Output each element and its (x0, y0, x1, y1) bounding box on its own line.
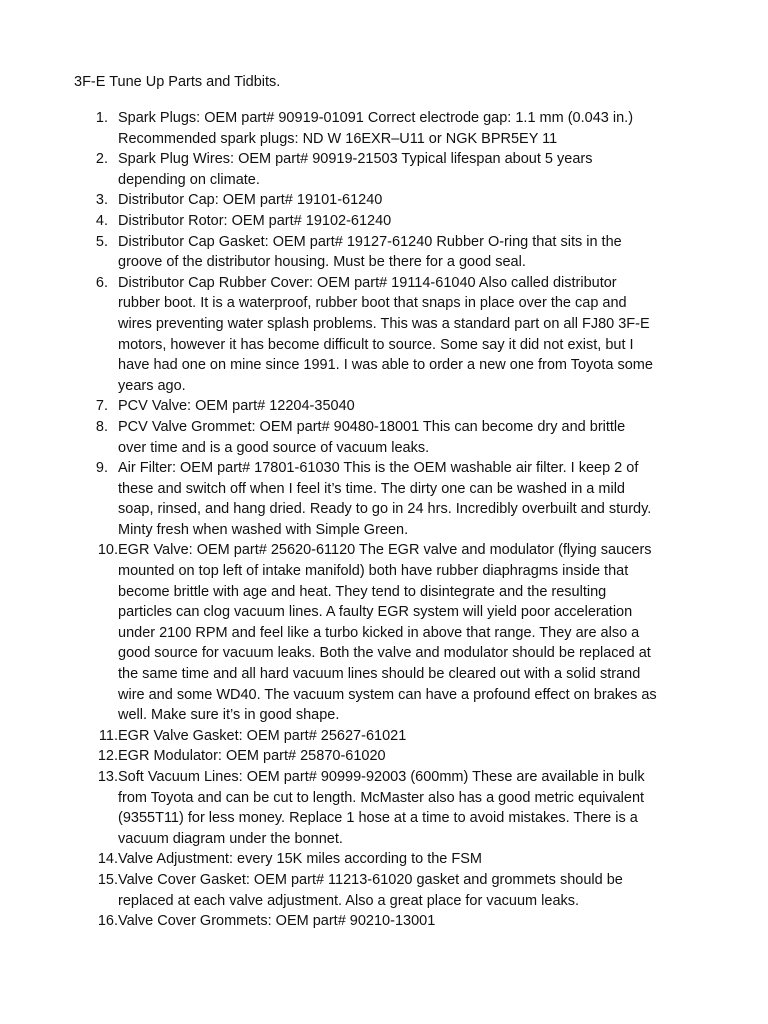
list-item-line: EGR Valve: OEM part# 25620-61120 The EGR valve and modulator (flying saucers (118, 542, 652, 559)
list-item-line: depending on climate. (118, 171, 260, 188)
list-item (74, 849, 694, 870)
list-item-line: (9355T11) for less money. Replace 1 hose at a time to avoid mistakes. There is a (118, 810, 638, 827)
list-item-number: 6. (95, 274, 108, 291)
list-item-line: over time and is a good source of vacuum leaks. (118, 439, 430, 456)
list-item (74, 108, 694, 149)
list-item-number: 13. (97, 769, 118, 785)
list-item-number: 2. (95, 151, 108, 168)
parts-list (74, 108, 694, 932)
list-item-number: 16. (97, 913, 118, 930)
list-item (74, 417, 694, 458)
list-item-line: Distributor Rotor: OEM part# 19102-61240 (118, 212, 392, 229)
list-item-number: 1. (95, 110, 108, 126)
list-item-number: 4. (95, 212, 108, 229)
list-item (74, 458, 694, 540)
list-item-text (118, 417, 694, 458)
list-item-line: Minty fresh when washed with Simple Green. (118, 521, 409, 538)
list-item-line: Distributor Cap: OEM part# 19101-61240 (118, 192, 383, 209)
list-item-text (118, 190, 694, 211)
list-item (74, 870, 694, 911)
list-item (74, 540, 694, 725)
list-item-line: Spark Plugs: OEM part# 90919-01091 Correct electrode gap: 1.1 mm (0.043 in.) (118, 110, 634, 126)
list-item-text (118, 396, 694, 417)
list-item (74, 273, 694, 397)
list-item-line: motors, however it has become difficult to source. Some say it did not exist, but I (118, 336, 634, 353)
list-item-text (118, 540, 694, 725)
list-item-line: Valve Adjustment: every 15K miles according to the FSM (118, 851, 483, 868)
list-item-number: 15. (97, 871, 118, 888)
list-item (74, 149, 694, 190)
list-item-line: from Toyota and can be cut to length. McMaster also has a good metric equivalent (118, 789, 645, 806)
list-item-text (118, 108, 694, 149)
list-item-number: 7. (95, 398, 108, 415)
list-item-line: these and switch off when I feel it’s time. The dirty one can be washed in a mild (118, 480, 625, 497)
list-item-line: Distributor Cap Rubber Cover: OEM part# 19114-61040 Also called distributor (118, 274, 617, 291)
list-item (74, 190, 694, 211)
list-item-number: 11. (98, 727, 118, 744)
document-title: 3F-E Tune Up Parts and Tidbits. (74, 74, 281, 90)
list-item-number: 9. (95, 460, 108, 477)
list-item-text (118, 273, 694, 397)
list-item-text (118, 458, 694, 540)
list-item-line: Distributor Cap Gasket: OEM part# 19127-61240 Rubber O-ring that sits in the (118, 233, 622, 250)
list-item (74, 767, 694, 849)
list-item-line: EGR Modulator: OEM part# 25870-61020 (118, 748, 386, 765)
list-item-text (118, 746, 694, 767)
list-item-text (118, 232, 694, 273)
list-item-number: 10. (97, 542, 118, 559)
list-item-text (118, 726, 694, 747)
list-item-number: 14. (97, 851, 118, 868)
list-item-text (118, 767, 694, 849)
list-item-line: EGR Valve Gasket: OEM part# 25627-61021 (118, 727, 407, 744)
list-item-number: 3. (95, 192, 108, 209)
list-item-line: PCV Valve: OEM part# 12204-35040 (118, 398, 355, 415)
list-item-line: wires preventing water splash problems. This was a standard part on all FJ80 3F-E (118, 315, 650, 332)
list-item-line: under 2100 RPM and feel like a turbo kicked in above that range. They are also a (118, 624, 640, 641)
list-item-text (118, 849, 694, 870)
list-item-number: 12. (97, 748, 118, 765)
list-item-line: groove of the distributor housing. Must be there for a good seal. (118, 254, 526, 271)
list-item-line: become brittle with age and heat. They tend to disintegrate and the resulting (118, 583, 607, 600)
list-item-line: well. Make sure it’s in good shape. (118, 707, 340, 724)
list-item-line: replaced at each valve adjustment. Also a great place for vacuum leaks. (118, 892, 580, 909)
list-item-line: Air Filter: OEM part# 17801-61030 This is the OEM washable air filter. I keep 2 of (118, 460, 639, 477)
list-item-line: mounted on top left of intake manifold) both have rubber diaphragms inside that (118, 563, 629, 580)
list-item-line: have had one on mine since 1991. I was able to order a new one from Toyota some (118, 357, 653, 374)
list-item (74, 911, 694, 932)
list-item-text (118, 911, 694, 932)
list-item-line: Valve Cover Gasket: OEM part# 11213-61020 gasket and grommets should be (118, 871, 623, 888)
list-item-line: years ago. (118, 377, 186, 394)
list-item-line: PCV Valve Grommet: OEM part# 90480-18001 This can become dry and brittle (118, 418, 626, 435)
list-item-line: Soft Vacuum Lines: OEM part# 90999-92003 (600mm) These are available in bulk (118, 769, 645, 785)
list-item (74, 746, 694, 767)
list-item (74, 211, 694, 232)
list-item-text (118, 870, 694, 911)
list-item-line: the same time and all hard vacuum lines should be cleared out with a solid strand (118, 666, 641, 683)
list-item-number: 5. (95, 233, 108, 250)
list-item-line: vacuum diagram under the bonnet. (118, 830, 343, 847)
list-item-line: rubber boot. It is a waterproof, rubber boot that snaps in place over the cap and (118, 295, 627, 312)
list-item-text (118, 211, 694, 232)
list-item-number: 8. (95, 418, 108, 435)
list-item (74, 396, 694, 417)
list-item-line: particles can clog vacuum lines. A faulty EGR system will yield poor acceleration (118, 604, 633, 621)
list-item (74, 726, 694, 747)
list-item-line: Valve Cover Grommets: OEM part# 90210-13001 (118, 913, 436, 930)
list-item-line: wire and some WD40. The vacuum system can have a profound effect on brakes as (118, 686, 657, 703)
list-item-text (118, 149, 694, 190)
list-item-line: good source for vacuum leaks. Both the valve and modulator should be replaced at (118, 645, 651, 662)
list-item-line: soap, rinsed, and hang dried. Ready to go in 24 hrs. Incredibly overbuilt and sturdy. (118, 501, 652, 518)
list-item-line: Spark Plug Wires: OEM part# 90919-21503 Typical lifespan about 5 years (118, 151, 593, 168)
list-item (74, 232, 694, 273)
list-item-line: Recommended spark plugs: ND W 16EXR–U11 or NGK BPR5EY 11 (118, 130, 558, 147)
